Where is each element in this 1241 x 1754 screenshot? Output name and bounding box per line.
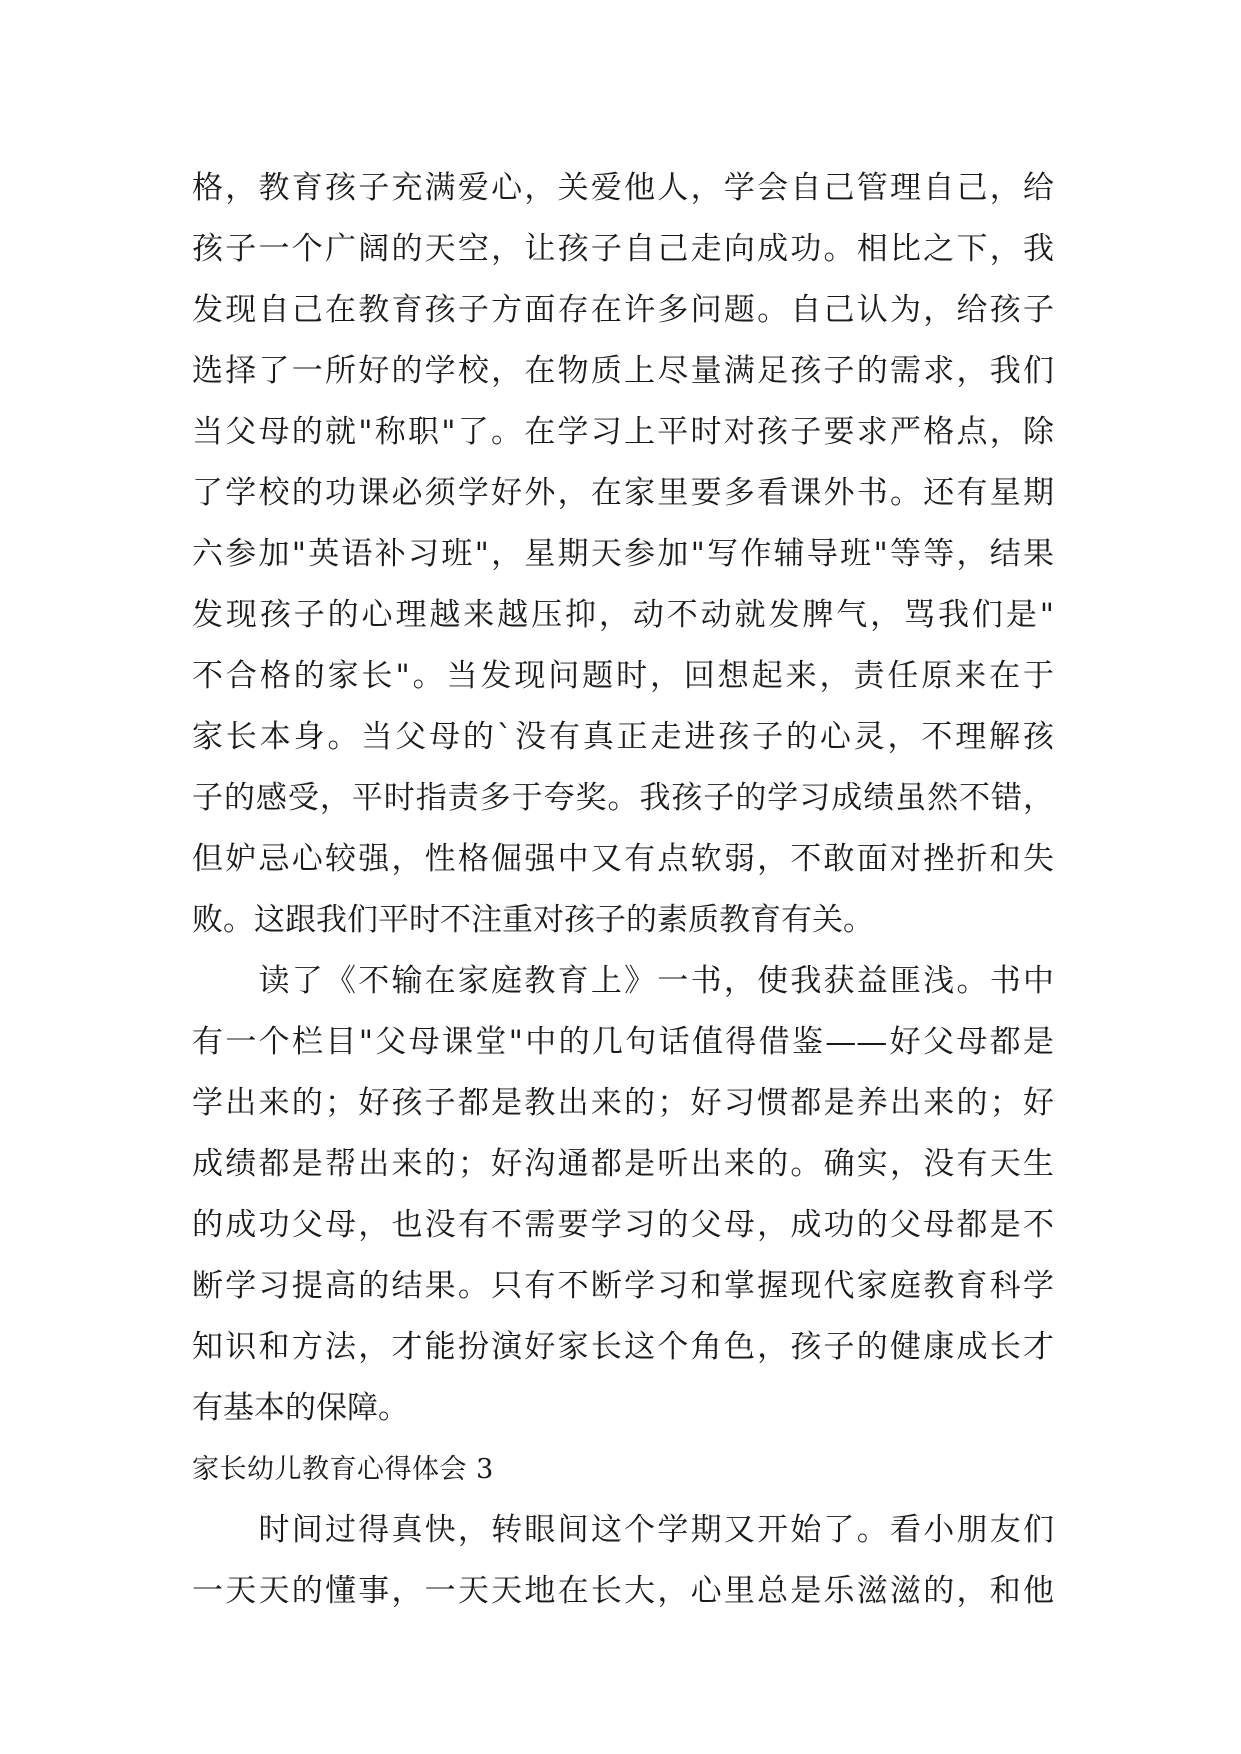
text-line: 一天天的懂事，一天天地在长大，心里总是乐滋滋的，和他 — [192, 1573, 1054, 1609]
text-line: 发现自己在教育孩子方面存在许多问题。自己认为，给孩子 — [192, 292, 1054, 328]
text-line: 家长本身。当父母的`没有真正走进孩子的心灵，不理解孩 — [192, 719, 1054, 755]
paragraph-1 — [192, 158, 1054, 951]
text-line: 不合格的家长"。当发现问题时，回想起来，责任原来在于 — [192, 658, 1054, 694]
text-line: 了学校的功课必须学好外，在家里要多看课外书。还有星期 — [192, 475, 1054, 511]
text-line: 读了《不输在家庭教育上》一书，使我获益匪浅。书中 — [192, 963, 1054, 999]
text-line: 六参加"英语补习班"，星期天参加"写作辅导班"等等，结果 — [192, 536, 1054, 572]
text-line: 选择了一所好的学校，在物质上尽量满足孩子的需求，我们 — [192, 353, 1054, 389]
text-line: 格，教育孩子充满爱心，关爱他人，学会自己管理自己，给 — [192, 170, 1054, 206]
text-line: 子的感受，平时指责多于夸奖。我孩子的学习成绩虽然不错， — [192, 780, 1054, 816]
text-line: 败。这跟我们平时不注重对孩子的素质教育有关。 — [192, 902, 874, 938]
text-line: 当父母的就"称职"了。在学习上平时对孩子要求严格点，除 — [192, 414, 1054, 450]
text-line: 但妒忌心较强，性格倔强中又有点软弱，不敢面对挫折和失 — [192, 841, 1054, 877]
text-line: 有基本的保障。 — [192, 1390, 409, 1426]
text-line: 的成功父母，也没有不需要学习的父母，成功的父母都是不 — [192, 1207, 1054, 1243]
text-line: 知识和方法，才能扮演好家长这个角色，孩子的健康成长才 — [192, 1329, 1054, 1365]
document-body — [192, 158, 1054, 1622]
text-line: 有一个栏目"父母课堂"中的几句话值得借鉴——好父母都是 — [192, 1024, 1054, 1060]
paragraph-2 — [192, 951, 1054, 1439]
section-heading: 家长幼儿教育心得体会 3 — [192, 1454, 494, 1485]
paragraph-3 — [192, 1500, 1054, 1622]
text-line: 成绩都是帮出来的；好沟通都是听出来的。确实，没有天生 — [192, 1146, 1054, 1182]
text-line: 学出来的；好孩子都是教出来的；好习惯都是养出来的；好 — [192, 1085, 1054, 1121]
text-line: 断学习提高的结果。只有不断学习和掌握现代家庭教育科学 — [192, 1268, 1054, 1304]
text-line: 孩子一个广阔的天空，让孩子自己走向成功。相比之下，我 — [192, 231, 1054, 267]
text-line: 时间过得真快，转眼间这个学期又开始了。看小朋友们 — [192, 1512, 1054, 1548]
text-line: 发现孩子的心理越来越压抑，动不动就发脾气，骂我们是" — [192, 597, 1054, 633]
